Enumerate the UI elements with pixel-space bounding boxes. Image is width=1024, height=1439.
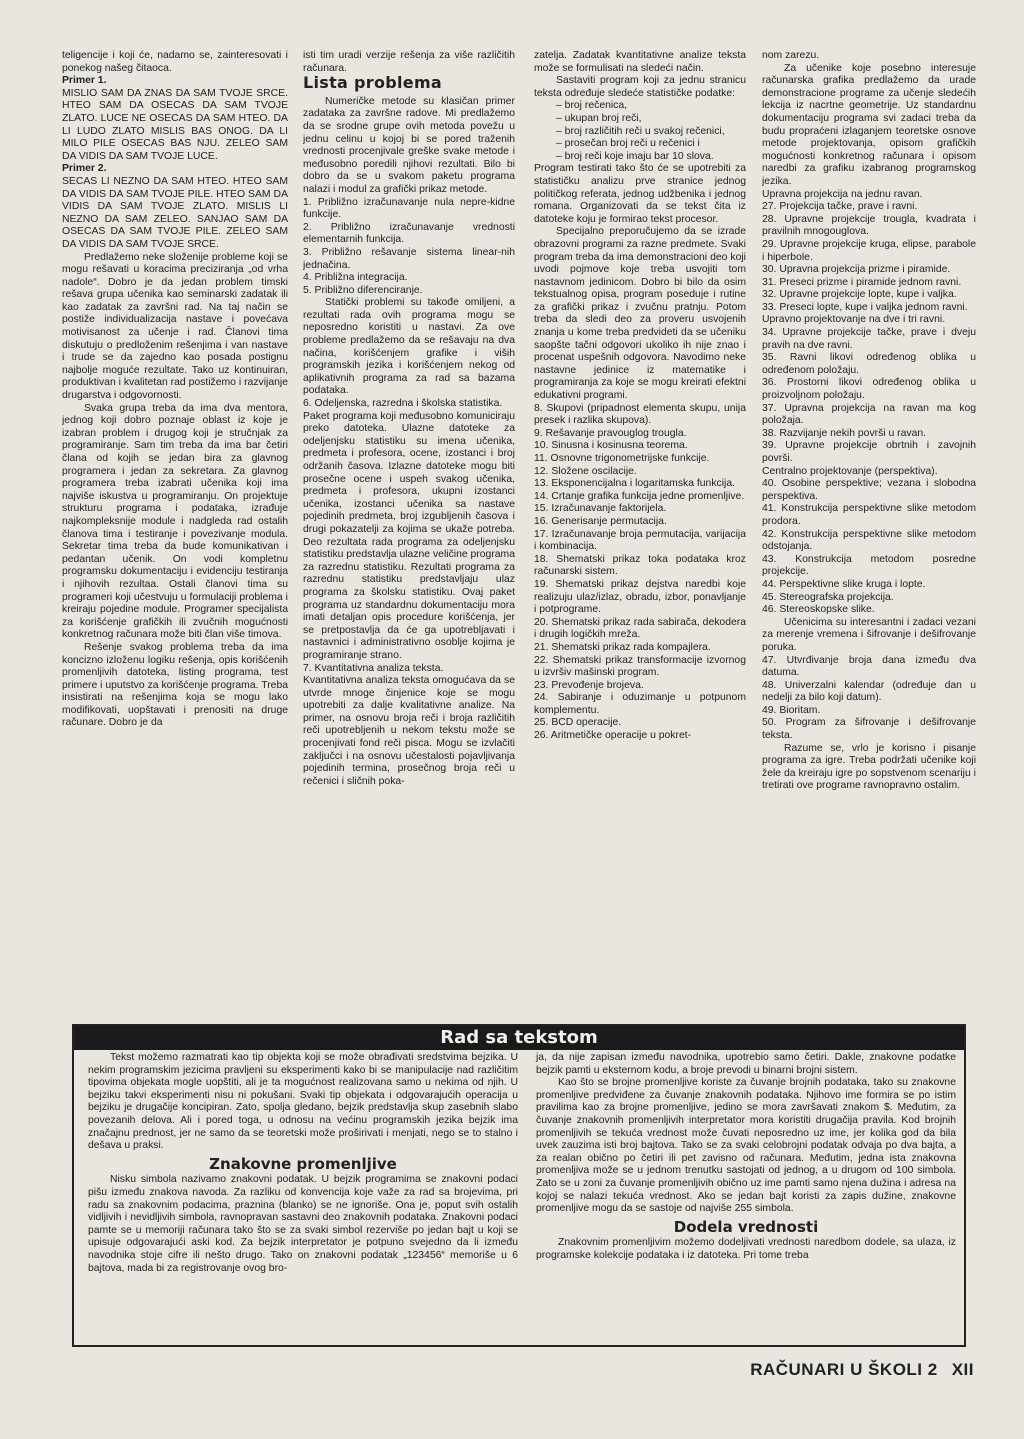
paragraph: Za učenike koje posebno interesuje računarska grafika predlažemo da urade demonstracione programe za učenje sledećih lekcija iz nacrtne geometrije. Uz standardnu dokumentaciju programa svi zadaci treba da budu propraćeni izlaganjem teoretske osnove metode projektovanja, opisom grafičkih mogućnosti konkretnog računara i opisom naredbi za grafiku izabranog programskog jezika. [762,62,976,187]
paragraph: Nisku simbola nazivamo znakovni podatak. U bejzik programima se znakovni podaci pišu između znakova navoda. Za razliku od konvencija koje važe za rad sa brojevima, pri radu sa znakovnim podacima, praznina (blanko) se ne ignoriše. Ona je, poput svih ostalih vidljivih i nevidljivih simbola, ravnopravan sastavni deo znakovnih podataka. Znakovni podaci pamte se u memoriji računara tako što se za svaki simbol rezerviše po jedan bajt u koji se upisuje odgovarajući aski kod. Za bejzik interpretator je potpuno svejedno da li između navodnika stoje cifre ili nešto drugo. Tako on znakovni podatak „123456“ memoriše u 6 bajtova, mada bi za registrovanje ovog bro- [88,1174,518,1274]
example-text: MISLIO SAM DA ZNAS DA SAM TVOJE SRCE. HTEO SAM DA OSECAS DA SAM TVOJE ZLATO. LUCE NE OSECAS DA SAM HTEO. DA LI LUDO ZLATO MISLIS BAS ONOG. DA LI MILO PILE OSECAS BAS NJU. ZELEO SAM DA VIDIS DA SAM TVOJE LUCE. [62,87,288,162]
list-item: 46. Stereoskopske slike. [762,604,875,616]
section-heading: Lista problema [303,73,443,93]
list-item: 6. Odeljenska, razredna i školska statistika. [303,398,503,410]
list-item: 27. Projekcija tačke, prave i ravni. [762,201,918,213]
paragraph: Razume se, vrlo je korisno i pisanje programa za igre. Treba podržati učenike koji žele da kreiraju igre po sopstvenom scenariju i tretirati ove programe ravnopravno ostalim. [762,742,976,792]
list-item: Upravna projekcija na jednu ravan. [762,188,923,200]
text-box-section [72,1024,966,1347]
list-item: 3. Približno rešavanje sistema linear-nih jednačina. [303,246,515,271]
dash-item: – broj različitih reči u svakoj rečenici, [556,125,725,137]
dash-item: – broj rečenica, [556,100,628,112]
dash-item: – ukupan broj reči, [556,112,642,124]
list-item: 8. Skupovi (pripadnost elementa skupu, unija presek i razlika skupova). [534,402,746,427]
list-item: 48. Univerzalni kalendar (određuje dan u nedelji za bilo koji datum). [762,679,976,704]
list-item: 41. Konstrukcija perspektivne slike metodom prodora. [762,503,976,527]
paragraph: Kvantitativna analiza teksta omogućava da se utvrde mnoge činjenice koje se mogu upotrebiti za dalje kvalitativne analize. Na primer, na osnovu broja reči i broja različitih reči upotrebljenih u nekom tekstu može se procenjivati fond reči pisca. Mogu se izvlačiti zaključci i na osnovu učestalosti pojavljivanja pojedinih termina, prosečnog broja reči u rečenici i sličnih poka- [303,675,515,787]
list-item: Upravno projektovanje na dve i tri ravni. [762,314,946,326]
paragraph: Svaka grupa treba da ima dva mentora, jednog koji dobro poznaje oblast iz koje je izabran problem i drugog koji je stručnjak za programiranje. Sam tim treba da ima bar četiri člana od kojih se jedan bira za glavnog programera i jedan za sekretara. Za glavnog programera treba izabrati učenika koji ima najviše iskustva u programiranju. On projektuje strukturu programa i podataka, izrađuje najkompleksnije module i nadgleda rad ostalih članova tima i testiranje i povezivanje modula. Sekretar tima treba da bude komunikativan i pedantan učenik. On vodi kompletnu programsku dokumentaciju i evidenciju testiranja i njihovih rezultaa. Ostali članovi tima su programeri koji učestvuju u formulaciji problema i kreiraju pojedine module. Programer specijalista za korišćenje grafičkih ili zvučnih mogućnosti konkretnog računara može biti član više timova. [62,402,288,641]
dash-item: – broj reči koje imaju bar 10 slova. [556,150,714,162]
list-item: 34. Upravne projekcije tačke, prave i dveju pravih na dve ravni. [762,327,976,351]
list-item: 40. Osobine perspektive; vezana i slobodna perspektiva. [762,478,976,502]
list-item: 50. Program za šifrovanje i dešifrovanje teksta. [762,717,976,742]
paragraph: Kao što se brojne promenljive koriste za čuvanje brojnih podataka, tako su znakovne promenljive predviđene za čuvanje znakovnih podataka. Njihovo ime formira se po istim pravilima kao za brojne promenljive, jedino se mora završavati znakom $. Međutim, za čuvanje znakovnih promenljivih interpretator mora koristiti drugačija pravila. Kod brojnih promenljivih se tekuća vrednost može čuvati neposredno uz ime, jer kolika god da bila uvek zauzima isti broj bajtova. Tako se za svaki celobrojni podatak odvaja po dva bajta, a za realan obično po četiri ili pet zavisno od računara. Međutim, jedna ista znakovna promenljiva može se u jednom trenutku sastojati od jednog, a u drugom od 100 simbola. Zato se u zoni za čuvanje promenljivih obično uz ime pamti samo njena dužina i adresa na kojoj se nalazi tekuća vrednost. Ako se jedan bajt koristi za zapis dužine, znakovne promenljive mogu da se sastoje od najviše 255 simbola. [536,1077,956,1215]
paragraph: Učenicima su interesantni i zadaci vezani za merenje vremena i šifrovanje i dešifrovanje poruka. [762,616,976,653]
list-item: 42. Konstrukcija perspektivne slike metodom odstojanja. [762,528,976,553]
list-item: 30. Upravna projekcija prizme i piramide. [762,264,951,276]
list-item: 49. Bioritam. [762,704,821,716]
list-item: 17. Izračunavanje broja permutacija, varijacija i kombinacija. [534,528,746,553]
paragraph: isti tim uradi verzije rešenja za više različitih računara. [303,50,515,74]
list-item: 4. Približna integracija. [303,272,408,284]
text-column-4 [762,50,976,1018]
list-item: 26. Aritmetičke operacije u pokret- [534,730,692,742]
box-column-right [536,1052,956,1263]
paragraph: Tekst možemo razmatrati kao tip objekta koji se može obrađivati sredstvima bejzika. U nekim programskim jezicima pravljeni su eksperimenti kako bi se manipulacije nad različitim tipovima objekata mogle uopštiti, ali je ta mogućnost realizovana samo u nekima od njih. U bejziku takvi eksperimenti nisu ni pokušani. Svaki tip objekata i odgovarajućih operacija u bejziku je drugačije koncipiran. Zato, spolja gledano, bejzik predstavlja skup zasebnih slabo povezanih delova. Ali i pored toga, u odnosu na većinu programskih jezika bejzik ima značajnu prednost, jer ne samo da se teoretski može proširivati i menjati, nego se to stalno i dešava u praksi. [88,1052,518,1152]
list-item: 13. Eksponencijalna i logaritamska funkcija. [534,478,735,490]
paragraph: ja, da nije zapisan između navodnika, upotrebio samo četiri. Dakle, znakovne podatke bejzik pamti u eksternom kodu, a broje prevodi u binarni brojni sistem. [536,1052,956,1076]
magazine-title: RAČUNARI U ŠKOLI 2 [750,1360,938,1379]
list-item: 14. Crtanje grafika funkcija jedne promenljive. [534,490,745,502]
paragraph: Predlažemo neke složenije probleme koji se mogu rešavati u koracima preciziranja „od vrha nadole“. Dobro je da jedan problem timski rešava grupa učenika kao seminarski zadatak ili kao zadatak za završni rad. Na taj način se postiže individualizacija nastave i povećava motivisanost za učenje i rad. Članovi tima diskutuju o predloženim rešenjima i van nastave i trude se da zajedno kao posada postignu najbolje moguće rezultate. Tako uz kontinuiran, produktivan i kvalitetan rad postižemo i razvijanje drugarstva i odgovornosti. [62,251,288,402]
list-item: 28. Upravne projekcije trougla, kvadrata i pravilnih mnogouglova. [762,213,976,238]
list-item: 2. Približno izračunavanje vrednosti elementarnih funkcija. [303,221,515,246]
list-item: 21. Shematski prikaz rada kompajlera. [534,641,711,653]
page-number: XII [951,1360,974,1379]
list-item: 20. Shematski prikaz rada sabirača, dekodera i drugih logičkih mreža. [534,616,746,641]
list-item: Centralno projektovanje (perspektiva). [762,465,938,477]
list-item: 25. BCD operacije. [534,717,622,729]
list-item: 7. Kvantitativna analiza teksta. [303,662,444,674]
box-title: Rad sa tekstom [74,1026,964,1050]
list-item: 24. Sabiranje i oduzimanje u potpunom komplementu. [534,692,746,716]
list-item: 11. Osnovne trigonometrijske funkcije. [534,453,710,464]
text-column-2 [303,50,515,1018]
paragraph: Program testirati tako što će se upotrebiti za statističku analizu prve stranice jednog političkog referata, jednog udžbenika i jednog romana. Organizovati da se tekst čita iz datoteke koju je formirao tekst procesor. [534,163,746,225]
list-item: 9. Rešavanje pravouglog trougla. [534,427,687,439]
list-item: 22. Shematski prikaz transformacije izvornog u izvršiv mašinski program. [534,654,746,679]
list-item: 29. Upravne projekcije kruga, elipse, parabole i hiperbole. [762,238,976,263]
list-item: 19. Shematski prikaz dejstva naredbi koje realizuju ulaz/izlaz, obradu, izbor, ponavljanje i potprograme. [534,578,746,616]
section-heading: Dodela vrednosti [673,1217,819,1236]
paragraph: nom zarezu. [762,50,820,61]
list-item: 31. Preseci prizme i piramide jednom ravni. [762,276,962,288]
section-heading: Znakovne promenljive [209,1154,397,1173]
example-label: Primer 2. [62,163,107,175]
paragraph: Numeričke metode su klasičan primer zadataka za završne radove. Mi predlažemo da se srodne grupe ovih metoda povežu u jednu celinu u kojoj bi se pored traženih vrednosti procenjivale greške svake metode i međusobno poredili njihovi rezultati. Bilo bi dobro da se u svakom paketu programa nalazi i modul za grafički prikaz metode. [303,95,515,195]
list-item: 23. Prevođenje brojeva. [534,679,644,691]
paragraph: zatelja. Zadatak kvantitativne analize teksta može se formulisati na sledeći način. [534,50,746,74]
paragraph: Statički problemi su takođe omiljeni, a rezultati rada ovih programa mogu se neposredno koristiti u nastavi. Za ove probleme predlažemo da se rešavaju na dva načina, korišćenjem grafike i viših programskih jezika i korišćenjem nekog od aplikativnih programa za rad sa bazama podataka. [303,297,515,397]
paragraph: Rešenje svakog problema treba da ima koncizno izloženu logiku rešenja, opis korišćenih promenljivih datoteka, listing programa, test primere i uputstvo za korišćenje programa. Treba insistirati na rešenjima koja se mogu lako modifikovati, uopštavati i prenositi na druge računare. Dobro je da [62,641,288,729]
example-text: SECAS LI NEZNO DA SAM HTEO. HTEO SAM DA VIDIS DA SAM TVOJE PILE. HTEO SAM DA VIDIS DA SAM TVOJE ZLATO. MISLIS LI NEZNO DA SAM ZELEO. SANJAO SAM DA OSECAS DA SAM TVOJE PILE. ZELEO SAM DA VIDIS DA SAM TVOJE SRCE. [62,175,288,250]
paragraph: teligencije i koji će, nadamo se, zainteresovati i ponekog našeg čitaoca. [62,50,288,74]
list-item: 37. Upravna projekcija na ravan ma kog položaja. [762,402,976,427]
example-label: Primer 1. [62,75,107,87]
list-item: 47. Utvrđivanje broja dana između dva datuma. [762,654,976,679]
list-item: 39. Upravne projekcije obrtnih i zavojnih površi. [762,440,976,464]
list-item: 43. Konstrukcija metodom posredne projekcije. [762,553,976,578]
list-item: 32. Upravne projekcije lopte, kupe i valjka. [762,289,957,301]
list-item: 45. Stereografska projekcija. [762,591,894,603]
dash-item: – prosečan broj reči u rečenici i [556,138,700,150]
list-item: 1. Približno izračunavanje nula nepre-kidne funkcije. [303,196,515,221]
box-column-left [88,1052,518,1275]
list-item: 44. Perspektivne slike kruga i lopte. [762,578,926,590]
list-item: 5. Približno diferenciranje. [303,284,423,296]
list-item: 38. Razvijanje nekih površi u ravan. [762,427,927,439]
paragraph: Znakovnim promenljivim možemo dodeljivati vrednosti naredbom dodele, sa ulaza, iz programske kolekcije podataka i iz datoteka. Pri tome treba [536,1237,956,1261]
text-column-3 [534,50,746,1018]
list-item: 18. Shematski prikaz toka podataka kroz računarski sistem. [534,553,746,578]
list-item: 10. Sinusna i kosinusna teorema. [534,440,688,452]
paragraph: Sastaviti program koji za jednu stranicu teksta određuje sledeće statističke podatke: [534,75,746,99]
paragraph: Paket programa koji međusobno komuniciraju preko datoteka. Ulazne datoteke za odeljenjsku statistiku su imena učenika, predmeta i profesora, ocene, izostanci i broj održanih časova. Izlazne datoteke mogu biti prosečne ocene i uspeh svakog učenika, predmeta i profesora, ukupni izostanci učenika, izostanci učenika sa nastave pojedinih predmeta, broj izgubljenih časova i drugi pokazatelji za kojima se ukaže potreba. Deo rezultata rada programa za odeljenjsku statistiku predstavlja ulazne veličine programa za razrednu statistiku. Rezultati programa za razrednu statistiku predstavljaju ulaz programa za školsku statistiku. Ovaj paket programa uz standardnu dokumentaciju mora imati detaljan opis procedure korišćenja, jer se pretpostavlja da će ga upotrebljavati i nastavnici i administrativno osoblje kojima je programiranje strano. [303,410,515,661]
list-item: 15. Izračunavanje faktorijela. [534,503,667,515]
list-item: 12. Složene oscilacije. [534,465,637,477]
paragraph: Specijalno preporučujemo da se izrade obrazovni programi za razne predmete. Svaki program treba da ima demonstracioni deo koji uvodi pojmove koje treba usvojiti tom nastavnom jedinicom. Dobro bi bilo da osim tekstualnog opisa, program poseduje i rutine za grafički prikaz i zvučnu pratnju. Potom treba da sledi deo za proveru usvojenih znanja u kome treba predvideti da se učeniku saopšte tačni odgovori ukoliko ih nije znao i procenat uspešnih odgovora. Navodimo neke nastavne jedinice iz matematike i programiranja za koje se mogu kreirati efektni edukativni programi. [534,226,746,402]
list-item: 36. Prostorni likovi određenog oblika u proizvoljnom položaju. [762,377,976,402]
text-column-1 [62,50,288,1018]
list-item: 16. Generisanje permutacija. [534,515,667,527]
list-item: 35. Ravni likovi određenog oblika u određenom položaju. [762,352,976,376]
page-footer [750,1360,974,1380]
list-item: 33. Preseci lopte, kupe i valjka jednom ravni. [762,301,968,313]
